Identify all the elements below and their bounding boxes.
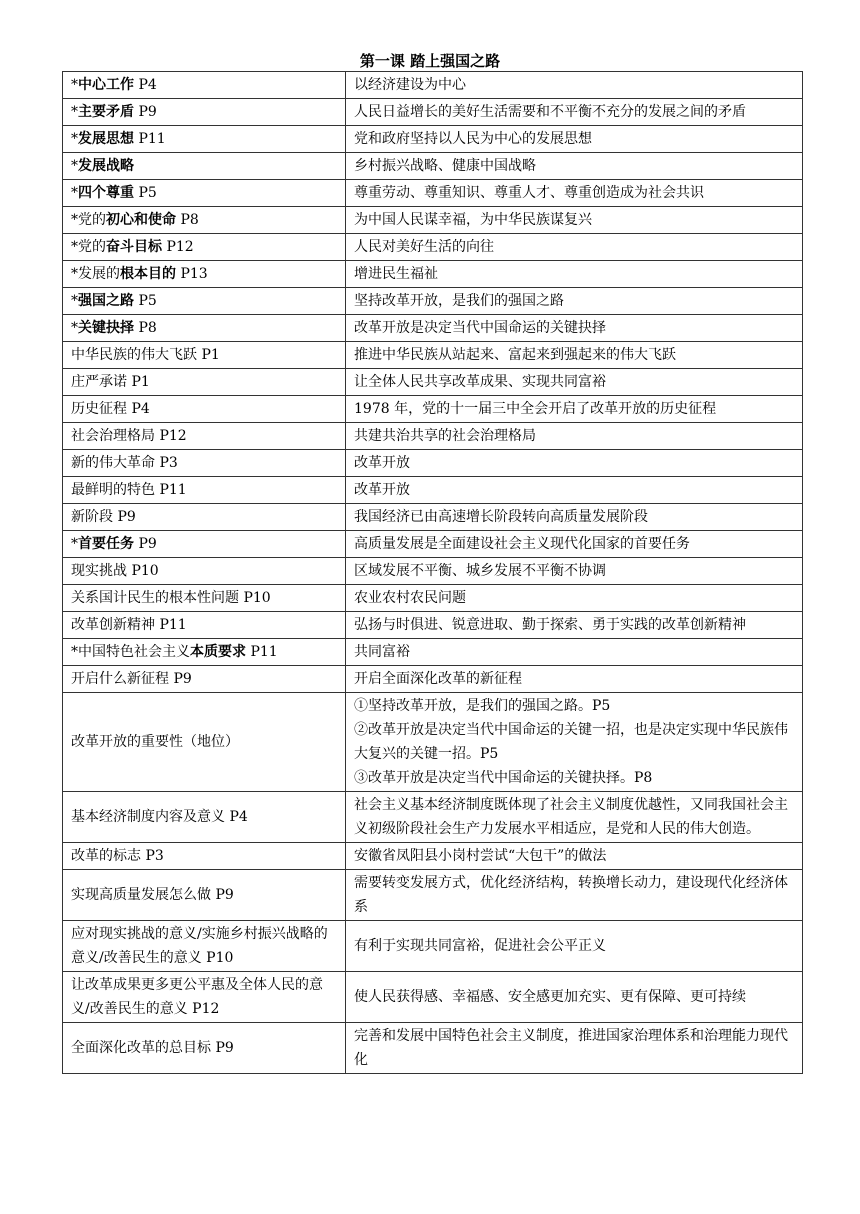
term-text: 基本经济制度内容及意义 P4	[71, 809, 248, 825]
term-cell	[63, 1023, 346, 1074]
definition-cell	[346, 153, 803, 180]
term-cell	[63, 315, 346, 342]
term-text: *发展的	[71, 266, 120, 282]
term-text: P8	[176, 212, 199, 228]
term-cell	[63, 207, 346, 234]
term-cell	[63, 288, 346, 315]
term-text: *	[71, 131, 78, 147]
term-text: *	[71, 293, 78, 309]
term-keyword: 中心工作	[78, 77, 134, 93]
definition-text: ③改革开放是决定当代中国命运的关键抉择。P8	[354, 770, 653, 786]
table-row	[63, 342, 803, 369]
table-row	[63, 504, 803, 531]
table-row	[63, 207, 803, 234]
term-cell	[63, 342, 346, 369]
term-cell	[63, 450, 346, 477]
term-text: *	[71, 185, 78, 201]
term-text: 新阶段 P9	[71, 509, 136, 525]
definition-cell	[346, 450, 803, 477]
definition-cell	[346, 72, 803, 99]
term-cell	[63, 396, 346, 423]
definition-cell	[346, 531, 803, 558]
term-text: *	[71, 104, 78, 120]
term-text: 历史征程 P4	[71, 401, 150, 417]
table-row	[63, 315, 803, 342]
term-text: 实现高质量发展怎么做 P9	[71, 887, 234, 903]
term-text: *	[71, 536, 78, 552]
table-row	[63, 450, 803, 477]
table-row	[63, 180, 803, 207]
term-cell	[63, 369, 346, 396]
definition-cell	[346, 693, 803, 792]
term-keyword: 发展思想	[78, 131, 134, 147]
definition-text: 需要转变发展方式，优化经济结构，转换增长动力，建设现代化经济体系	[354, 875, 788, 915]
term-text: P13	[176, 266, 208, 282]
term-text: *中国特色社会主义	[71, 644, 190, 660]
term-keyword: 主要矛盾	[78, 104, 134, 120]
definition-text: 推进中华民族从站起来、富起来到强起来的伟大飞跃	[354, 347, 676, 363]
term-text: 改革开放的重要性（地位）	[71, 734, 239, 750]
term-text: 社会治理格局 P12	[71, 428, 187, 444]
term-text: *党的	[71, 212, 106, 228]
definition-text: 高质量发展是全面建设社会主义现代化国家的首要任务	[354, 536, 690, 552]
term-text: 改革的标志 P3	[71, 848, 164, 864]
definition-text: 增进民生福祉	[354, 266, 438, 282]
term-keyword: 首要任务	[78, 536, 134, 552]
definition-cell	[346, 666, 803, 693]
table-row	[63, 792, 803, 843]
term-keyword: 四个尊重	[78, 185, 134, 201]
table-row	[63, 639, 803, 666]
term-text: 开启什么新征程 P9	[71, 671, 192, 687]
definition-cell	[346, 396, 803, 423]
definition-cell	[346, 792, 803, 843]
term-cell	[63, 921, 346, 972]
term-cell	[63, 126, 346, 153]
term-text: *	[71, 77, 78, 93]
term-cell	[63, 693, 346, 792]
definition-text: 乡村振兴战略、健康中国战略	[354, 158, 536, 174]
definition-text: 我国经济已由高速增长阶段转向高质量发展阶段	[354, 509, 648, 525]
table-row	[63, 612, 803, 639]
term-cell	[63, 972, 346, 1023]
term-cell	[63, 423, 346, 450]
definition-text: ①坚持改革开放，是我们的强国之路。P5	[354, 698, 611, 714]
definition-text: 以经济建设为中心	[354, 77, 466, 93]
term-keyword: 强国之路	[78, 293, 134, 309]
term-text: 新的伟大革命 P3	[71, 455, 178, 471]
table-row	[63, 1023, 803, 1074]
term-text: 改革创新精神 P11	[71, 617, 187, 633]
term-text: P5	[134, 293, 157, 309]
definition-text: 完善和发展中国特色社会主义制度，推进国家治理体系和治理能力现代化	[354, 1028, 788, 1068]
term-text: 关系国计民生的根本性问题 P10	[71, 590, 271, 606]
term-text: P4	[134, 77, 157, 93]
definition-text: 农业农村农民问题	[354, 590, 466, 606]
term-cell	[63, 612, 346, 639]
definition-text: 尊重劳动、尊重知识、尊重人才、尊重创造成为社会共识	[354, 185, 704, 201]
term-cell	[63, 558, 346, 585]
term-text: P8	[134, 320, 157, 336]
table-row	[63, 126, 803, 153]
table-row	[63, 423, 803, 450]
definition-text: 共建共治共享的社会治理格局	[354, 428, 536, 444]
table-row	[63, 921, 803, 972]
definition-text: 1978 年，党的十一届三中全会开启了改革开放的历史征程	[354, 401, 717, 417]
definition-cell	[346, 342, 803, 369]
term-text: P5	[134, 185, 157, 201]
term-text: 应对现实挑战的意义/实施乡村振兴战略的意义/改善民生的意义 P10	[71, 926, 328, 966]
term-text: *党的	[71, 239, 106, 255]
table-row	[63, 396, 803, 423]
definition-cell	[346, 234, 803, 261]
table-row	[63, 234, 803, 261]
table-row	[63, 477, 803, 504]
table-row	[63, 585, 803, 612]
term-cell	[63, 639, 346, 666]
definition-text: 使人民获得感、幸福感、安全感更加充实、更有保障、更可持续	[354, 989, 746, 1005]
term-cell	[63, 99, 346, 126]
term-text: *	[71, 158, 78, 174]
term-keyword: 奋斗目标	[106, 239, 162, 255]
definition-text: 改革开放	[354, 482, 410, 498]
definition-text: 党和政府坚持以人民为中心的发展思想	[354, 131, 592, 147]
term-text: 全面深化改革的总目标 P9	[71, 1040, 234, 1056]
term-keyword: 初心和使命	[106, 212, 176, 228]
definition-text: ②改革开放是决定当代中国命运的关键一招，也是决定实现中华民族伟大复兴的关键一招。P5	[354, 722, 788, 762]
term-cell	[63, 843, 346, 870]
definition-cell	[346, 921, 803, 972]
term-cell	[63, 666, 346, 693]
definition-text: 为中国人民谋幸福，为中华民族谋复兴	[354, 212, 592, 228]
definition-text: 开启全面深化改革的新征程	[354, 671, 522, 687]
term-text: P9	[134, 536, 157, 552]
definition-cell	[346, 1023, 803, 1074]
knowledge-table	[62, 71, 803, 1074]
definition-cell	[346, 870, 803, 921]
term-keyword: 关键抉择	[78, 320, 134, 336]
definition-cell	[346, 972, 803, 1023]
term-cell	[63, 792, 346, 843]
definition-cell	[346, 207, 803, 234]
term-text: 中华民族的伟大飞跃 P1	[71, 347, 220, 363]
table-row	[63, 72, 803, 99]
definition-text: 区域发展不平衡、城乡发展不平衡不协调	[354, 563, 606, 579]
definition-text: 坚持改革开放，是我们的强国之路	[354, 293, 564, 309]
term-cell	[63, 585, 346, 612]
term-cell	[63, 477, 346, 504]
definition-text: 社会主义基本经济制度既体现了社会主义制度优越性，又同我国社会主义初级阶段社会生产力发展水平相适应，是党和人民的伟大创造。	[354, 797, 788, 837]
term-keyword: 发展战略	[78, 158, 134, 174]
definition-text: 改革开放是决定当代中国命运的关键抉择	[354, 320, 606, 336]
definition-cell	[346, 315, 803, 342]
term-text: P11	[246, 644, 278, 660]
table-row	[63, 558, 803, 585]
page-title: 第一课 踏上强国之路	[359, 52, 501, 70]
table-row	[63, 843, 803, 870]
definition-text: 人民对美好生活的向往	[354, 239, 494, 255]
definition-cell	[346, 288, 803, 315]
definition-cell	[346, 612, 803, 639]
table-row	[63, 870, 803, 921]
definition-cell	[346, 477, 803, 504]
definition-text: 弘扬与时俱进、锐意进取、勤于探索、勇于实践的改革创新精神	[354, 617, 746, 633]
term-text: 庄严承诺 P1	[71, 374, 150, 390]
term-cell	[63, 234, 346, 261]
term-cell	[63, 531, 346, 558]
term-cell	[63, 180, 346, 207]
definition-text: 改革开放	[354, 455, 410, 471]
definition-cell	[346, 843, 803, 870]
term-text: P11	[134, 131, 166, 147]
term-text: 最鲜明的特色 P11	[71, 482, 187, 498]
table-row	[63, 972, 803, 1023]
definition-cell	[346, 423, 803, 450]
table-row	[63, 153, 803, 180]
table-row	[63, 99, 803, 126]
table-row	[63, 369, 803, 396]
definition-text: 安徽省凤阳县小岗村尝试“大包干”的做法	[354, 848, 607, 864]
table-row	[63, 531, 803, 558]
term-text: 让改革成果更多更公平惠及全体人民的意义/改善民生的意义 P12	[71, 977, 323, 1017]
definition-cell	[346, 558, 803, 585]
definition-text: 有利于实现共同富裕，促进社会公平正义	[354, 938, 606, 954]
definition-cell	[346, 369, 803, 396]
term-cell	[63, 153, 346, 180]
knowledge-table-body	[63, 72, 803, 1074]
definition-text: 共同富裕	[354, 644, 410, 660]
term-text: 现实挑战 P10	[71, 563, 159, 579]
definition-cell	[346, 639, 803, 666]
term-cell	[63, 870, 346, 921]
term-cell	[63, 504, 346, 531]
term-text: P12	[162, 239, 194, 255]
definition-cell	[346, 504, 803, 531]
term-keyword: 根本目的	[120, 266, 176, 282]
definition-cell	[346, 585, 803, 612]
definition-cell	[346, 261, 803, 288]
definition-cell	[346, 180, 803, 207]
table-row	[63, 693, 803, 792]
term-cell	[63, 261, 346, 288]
definition-text: 让全体人民共享改革成果、实现共同富裕	[354, 374, 606, 390]
definition-cell	[346, 99, 803, 126]
definition-text: 人民日益增长的美好生活需要和不平衡不充分的发展之间的矛盾	[354, 104, 746, 120]
term-keyword: 本质要求	[190, 644, 246, 660]
term-cell	[63, 72, 346, 99]
table-row	[63, 288, 803, 315]
table-row	[63, 666, 803, 693]
term-text: *	[71, 320, 78, 336]
table-row	[63, 261, 803, 288]
definition-cell	[346, 126, 803, 153]
term-text: P9	[134, 104, 157, 120]
